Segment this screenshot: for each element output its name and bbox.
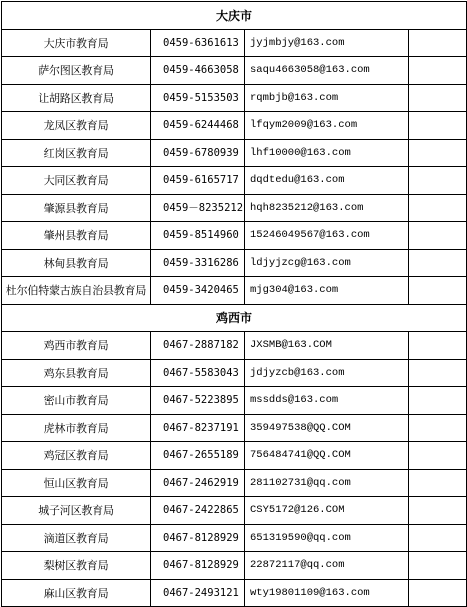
email-cell: CSY5172@126.COM <box>245 497 409 525</box>
table-row <box>2 469 467 497</box>
email-cell: wty19801109@163.com <box>245 579 409 607</box>
empty-cell <box>409 249 467 277</box>
table-row <box>2 442 467 470</box>
table-body <box>2 2 467 607</box>
contact-table <box>1 1 467 607</box>
phone-cell: 0467-2887182 <box>151 332 245 360</box>
email-cell: saqu4663058@163.com <box>245 57 409 85</box>
phone-cell: 0459-6165717 <box>151 167 245 195</box>
email-cell: hqh8235212@163.com <box>245 194 409 222</box>
table-row <box>2 414 467 442</box>
empty-cell <box>409 112 467 140</box>
email-cell: 281102731@qq.com <box>245 469 409 497</box>
empty-cell <box>409 469 467 497</box>
phone-cell: 0459-3316286 <box>151 249 245 277</box>
table-row <box>2 387 467 415</box>
phone-cell: 0467-2655189 <box>151 442 245 470</box>
bureau-name-cell: 滴道区教育局 <box>2 524 151 552</box>
table-row <box>2 249 467 277</box>
email-cell: lhf10000@163.com <box>245 139 409 167</box>
table-row <box>2 29 467 57</box>
phone-cell: 0459-6780939 <box>151 139 245 167</box>
phone-cell: 0459-8514960 <box>151 222 245 250</box>
section-title: 鸡西市 <box>2 304 467 332</box>
bureau-name-cell: 龙凤区教育局 <box>2 112 151 140</box>
email-cell: jyjmbjy@163.com <box>245 29 409 57</box>
bureau-name-cell: 梨树区教育局 <box>2 552 151 580</box>
email-cell: ldjyjzcg@163.com <box>245 249 409 277</box>
phone-cell: 0467-2462919 <box>151 469 245 497</box>
bureau-name-cell: 鸡冠区教育局 <box>2 442 151 470</box>
bureau-name-cell: 恒山区教育局 <box>2 469 151 497</box>
bureau-name-cell: 肇源县教育局 <box>2 194 151 222</box>
section-header-row <box>2 304 467 332</box>
empty-cell <box>409 442 467 470</box>
table-row <box>2 112 467 140</box>
bureau-name-cell: 让胡路区教育局 <box>2 84 151 112</box>
bureau-name-cell: 鸡东县教育局 <box>2 359 151 387</box>
phone-cell: 0459-5153503 <box>151 84 245 112</box>
email-cell: dqdtedu@163.com <box>245 167 409 195</box>
phone-cell: 0467-8128929 <box>151 552 245 580</box>
email-cell: rqmbjb@163.com <box>245 84 409 112</box>
empty-cell <box>409 552 467 580</box>
bureau-name-cell: 大同区教育局 <box>2 167 151 195</box>
table-row <box>2 84 467 112</box>
empty-cell <box>409 139 467 167</box>
section-header-row <box>2 2 467 30</box>
bureau-name-cell: 肇州县教育局 <box>2 222 151 250</box>
table-row <box>2 167 467 195</box>
bureau-name-cell: 城子河区教育局 <box>2 497 151 525</box>
table-row <box>2 359 467 387</box>
empty-cell <box>409 277 467 305</box>
phone-cell: 0459－8235212 <box>151 194 245 222</box>
email-cell: JXSMB@163.COM <box>245 332 409 360</box>
empty-cell <box>409 167 467 195</box>
bureau-name-cell: 虎林市教育局 <box>2 414 151 442</box>
phone-cell: 0459-6361613 <box>151 29 245 57</box>
phone-cell: 0467-8237191 <box>151 414 245 442</box>
phone-cell: 0467-5223895 <box>151 387 245 415</box>
empty-cell <box>409 29 467 57</box>
table-row <box>2 524 467 552</box>
email-cell: mssdds@163.com <box>245 387 409 415</box>
bureau-name-cell: 鸡西市教育局 <box>2 332 151 360</box>
empty-cell <box>409 387 467 415</box>
table-row <box>2 222 467 250</box>
table-row <box>2 57 467 85</box>
section-title: 大庆市 <box>2 2 467 30</box>
table-row <box>2 552 467 580</box>
phone-cell: 0467-2422865 <box>151 497 245 525</box>
bureau-name-cell: 林甸县教育局 <box>2 249 151 277</box>
table-row <box>2 277 467 305</box>
table-row <box>2 194 467 222</box>
empty-cell <box>409 194 467 222</box>
bureau-name-cell: 杜尔伯特蒙古族自治县教育局 <box>2 277 151 305</box>
table-row <box>2 139 467 167</box>
email-cell: 15246049567@163.com <box>245 222 409 250</box>
email-cell: lfqym2009@163.com <box>245 112 409 140</box>
bureau-name-cell: 麻山区教育局 <box>2 579 151 607</box>
email-cell: 651319590@qq.com <box>245 524 409 552</box>
empty-cell <box>409 524 467 552</box>
email-cell: 359497538@QQ.COM <box>245 414 409 442</box>
email-cell: 756484741@QQ.COM <box>245 442 409 470</box>
email-cell: mjg304@163.com <box>245 277 409 305</box>
bureau-name-cell: 密山市教育局 <box>2 387 151 415</box>
table-row <box>2 497 467 525</box>
empty-cell <box>409 222 467 250</box>
phone-cell: 0459-6244468 <box>151 112 245 140</box>
phone-cell: 0467-5583043 <box>151 359 245 387</box>
empty-cell <box>409 414 467 442</box>
empty-cell <box>409 84 467 112</box>
phone-cell: 0467-2493121 <box>151 579 245 607</box>
phone-cell: 0459-3420465 <box>151 277 245 305</box>
email-cell: 22872117@qq.com <box>245 552 409 580</box>
empty-cell <box>409 332 467 360</box>
empty-cell <box>409 57 467 85</box>
table-row <box>2 579 467 607</box>
bureau-name-cell: 红岗区教育局 <box>2 139 151 167</box>
table-row <box>2 332 467 360</box>
empty-cell <box>409 497 467 525</box>
bureau-name-cell: 大庆市教育局 <box>2 29 151 57</box>
bureau-name-cell: 萨尔图区教育局 <box>2 57 151 85</box>
empty-cell <box>409 579 467 607</box>
phone-cell: 0467-8128929 <box>151 524 245 552</box>
empty-cell <box>409 359 467 387</box>
email-cell: jdjyzcb@163.com <box>245 359 409 387</box>
phone-cell: 0459-4663058 <box>151 57 245 85</box>
